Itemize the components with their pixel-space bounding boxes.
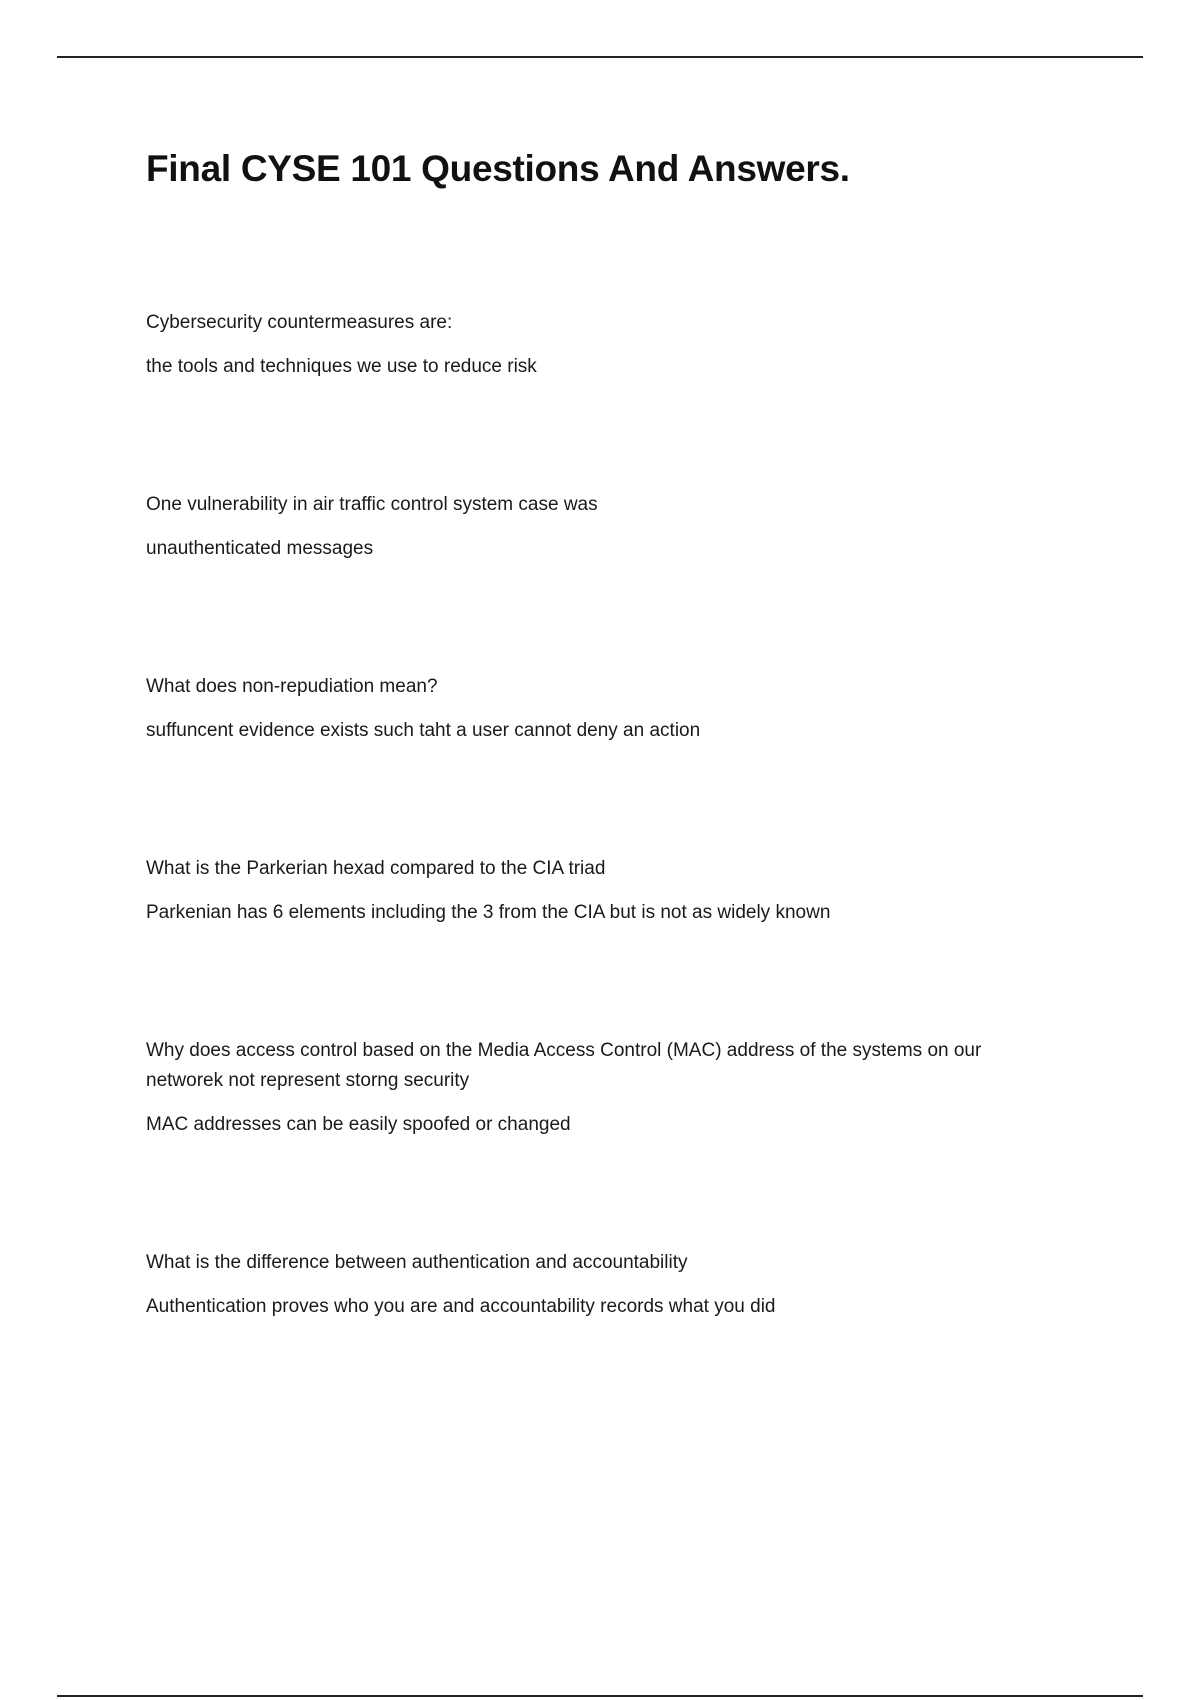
qa-item-4 [146, 854, 1046, 928]
answer-text: Authentication proves who you are and accountability records what you did [146, 1296, 776, 1317]
question-text: One vulnerability in air traffic control system case was [146, 494, 598, 515]
answer-text: Parkenian has 6 elements including the 3 from the CIA but is not as widely known [146, 902, 831, 923]
question-text: What is the difference between authentication and accountability [146, 1252, 688, 1273]
top-horizontal-rule [57, 56, 1143, 58]
qa-item-1 [146, 308, 1046, 382]
answer-text: MAC addresses can be easily spoofed or changed [146, 1114, 571, 1135]
document-title: Final CYSE 101 Questions And Answers. [146, 148, 850, 189]
answer-text: suffuncent evidence exists such taht a user cannot deny an action [146, 720, 701, 741]
question-text: Cybersecurity countermeasures are: [146, 312, 453, 333]
qa-item-6 [146, 1248, 1046, 1322]
question-text: What is the Parkerian hexad compared to the CIA triad [146, 858, 606, 879]
qa-item-5 [146, 1036, 1046, 1140]
answer-text: the tools and techniques we use to reduce risk [146, 356, 537, 377]
bottom-horizontal-rule [57, 1695, 1143, 1697]
qa-item-2 [146, 490, 1046, 564]
question-text: Why does access control based on the Media Access Control (MAC) address of the systems on our networek not represent storng security [146, 1040, 982, 1091]
qa-item-3 [146, 672, 1046, 746]
question-text: What does non-repudiation mean? [146, 676, 438, 697]
answer-text: unauthenticated messages [146, 538, 374, 559]
